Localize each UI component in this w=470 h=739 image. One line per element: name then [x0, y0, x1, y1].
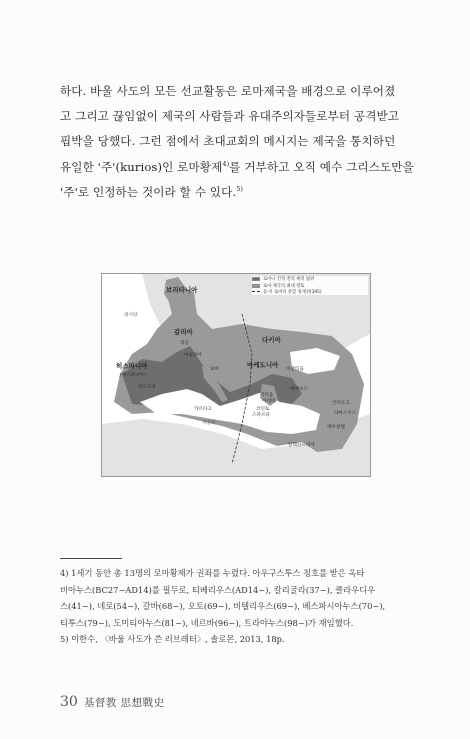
map-label: 갈리아 [174, 328, 193, 336]
map-label: 카르타고 [194, 407, 212, 412]
legend-swatch [252, 277, 260, 281]
body-line: 하다. 바울 사도의 모든 선교활동은 로마제국을 배경으로 이루어졌 [60, 84, 396, 98]
legend-label: 로마나 건정 전의 세력 범위 [263, 277, 315, 283]
book-title: 基督教 思想戰史 [83, 697, 165, 709]
map-label: 로마 [210, 367, 219, 372]
legend-label: 로마 제국의 최대 영토 [263, 283, 305, 289]
map-label: 마케도니아 [247, 361, 279, 369]
page-footer [60, 694, 165, 710]
map-label: 막티움 [260, 393, 274, 398]
legend-swatch [252, 284, 260, 288]
footnote-4-line: 4) 1세기 동안 총 13명의 로마황제가 권좌를 누렸다. 아우구스투스 칭호를 받은 옥타 [60, 568, 365, 578]
map-label: 지중해 [202, 421, 216, 426]
footnote-divider [60, 558, 122, 559]
map-label: (에스파니아) [120, 373, 146, 378]
map-label: 마실리아 [184, 353, 202, 358]
body-line-part: '주'로 인정하는 것이라 할 수 있다. [60, 184, 237, 199]
map-label: 리옹 [180, 341, 189, 346]
legend-swatch [252, 291, 260, 292]
map-legend [252, 276, 368, 295]
body-line: 핍박을 당했다. 그런 점에서 초대교회의 메시지는 제국을 통치하던 [60, 134, 396, 149]
body-line-part: 유일한 '주'(kurios)인 로마황제 [60, 159, 223, 174]
page-number: 30 [60, 694, 78, 710]
map-label: 에페수스 [290, 387, 308, 392]
body-text [60, 79, 422, 205]
map-label: 다키아 [262, 336, 281, 344]
map-label: 다마스쿠스 [334, 411, 357, 416]
map-label: 코린토 [256, 407, 270, 412]
legend-label: 동·서 로마의 분할 경계선(395) [263, 289, 322, 295]
roman-empire-map [101, 273, 371, 477]
map-label: 알렉산드리아 [288, 443, 315, 448]
body-line [60, 180, 422, 205]
legend-item [252, 289, 368, 295]
map-label: 안티오크 [332, 401, 350, 406]
map-label: 대서양 [124, 313, 138, 318]
map-label: 예루살렘 [327, 425, 345, 430]
map-label: 비잔티움 [286, 367, 304, 372]
map-label: 코르도바 [138, 385, 156, 390]
body-line: 고 그리고 끊임없이 제국의 사람들과 유대주의자들로부터 공격받고 [60, 109, 400, 124]
body-line-part: 를 거부하고 오직 예수 그리스도만을 [229, 159, 414, 174]
map-graphic [102, 274, 370, 476]
footnote-4-line: 티투스(79~), 도미티아누스(81~), 네르바(96~), 트라야누스(98~)가 재임했다. [60, 617, 354, 628]
map-label: 스파르타 [252, 413, 270, 418]
footnote-4-line: 스(41~), 네로(54~), 갈바(68~), 오토(69~), 비텔리우스(69~), 베스파시아누스(70~), [60, 601, 386, 612]
footnote-ref[interactable]: 5) [236, 184, 244, 193]
map-label: 브리타니아 [166, 286, 198, 294]
map-label: 히스파니아 [116, 362, 148, 370]
body-line [60, 155, 422, 180]
map-label: 아테네 [262, 399, 276, 404]
footnote-ref[interactable]: 4) [222, 159, 230, 168]
footnote-5: 5) 이한수, 〈바울 사도가 쓴 러브레터〉, 솔로몬, 2013, 18p. [60, 634, 285, 645]
footnotes [60, 565, 426, 648]
footnote-4-line: 비아누스(BC27~AD14)를 필두로, 티베리우스(AD14~), 칼리굴라(37~), 클라우디우 [60, 584, 376, 595]
